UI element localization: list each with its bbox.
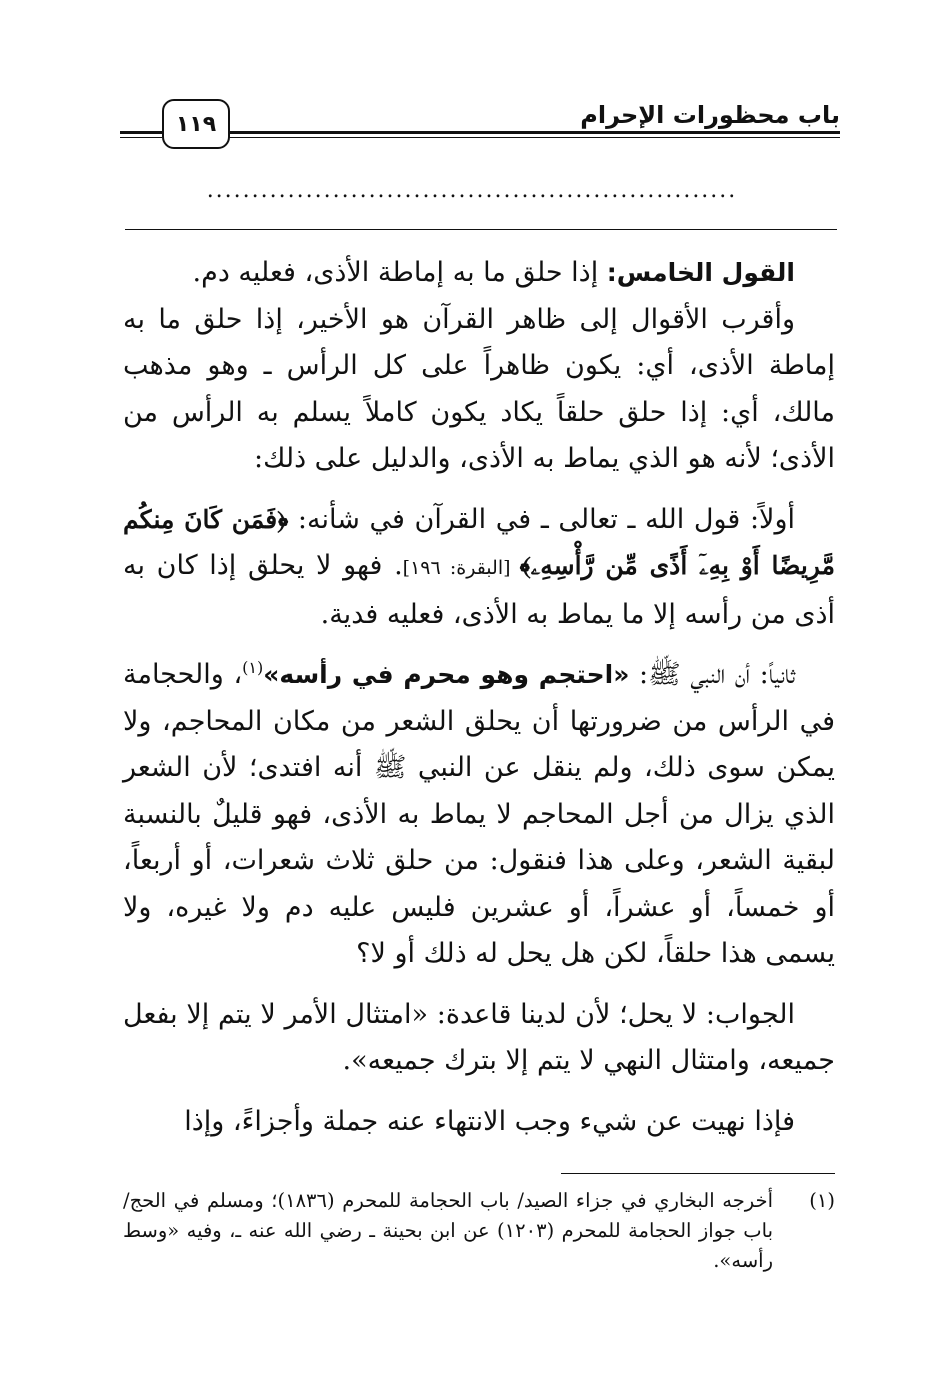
- chapter-title: باب محظورات الإحرام: [580, 101, 840, 129]
- paragraph: [123, 1099, 835, 1146]
- paragraph: [123, 992, 835, 1085]
- page-number: ١١٩: [162, 99, 230, 149]
- header-rule: [120, 131, 162, 134]
- footnote: [123, 1186, 835, 1276]
- footnote-rule: [561, 1173, 835, 1174]
- paragraph-text: الجواب: لا يحل؛ لأن لدينا قاعدة: «امتثال الأمر لا يتم إلا بفعل جميعه، وامتثال النهي لا يتم إلا بترك جميعه».: [123, 998, 835, 1076]
- paragraph-text: وأقرب الأقوال إلى ظاهر القرآن هو الأخير، إذا حلق ما به إماطة الأذى، أي: يكون ظاهراً على كل الرأس ـ وهو مذهب مالك، أي: إذا حلق حلقاً يكاد يكون كاملاً يسلم به الرأس من الأذى؛ لأنه هو الذي يماط به الأذى، والدليل على ذلك:: [123, 303, 835, 474]
- dotted-separator: ...........................................................: [206, 178, 738, 203]
- content-top-rule: [125, 229, 837, 230]
- page-header: [120, 95, 840, 157]
- paragraph-lead: القول الخامس:: [606, 258, 795, 287]
- hadith-quote: «احتجم وهو محرم في رأسه»: [263, 660, 630, 689]
- paragraph: [123, 652, 835, 978]
- paragraph: [123, 250, 835, 297]
- paragraph-text: ثانياً: أن النبي ﷺ:: [629, 659, 795, 690]
- paragraph: [123, 497, 835, 639]
- quran-verse: ﴿فَمَن كَانَ مِنكُم مَّرِيضًا أَوْ بِهِۦٓ أَذًى مِّن رَّأْسِهِۦ﴾: [123, 504, 835, 580]
- verse-reference: [البقرة: ١٩٦]: [402, 557, 520, 579]
- paragraph: [123, 297, 835, 483]
- footnotes: [123, 1186, 835, 1276]
- paragraph-text: أولاً: قول الله ـ تعالى ـ في القرآن في شأنه:: [288, 503, 795, 535]
- header-rule: [120, 137, 162, 138]
- footnote-number: (١): [809, 1189, 835, 1212]
- paragraph-text: . فهو لا يحلق إذا كان به أذى من رأسه إلا ما يماط به الأذى، فعليه فدية.: [123, 550, 835, 630]
- footnote-ref: (١): [242, 658, 264, 677]
- footnote-text: أخرجه البخاري في جزاء الصيد/ باب الحجامة للمحرم (١٨٣٦)؛ ومسلم في الحج/ باب جواز الحجامة للمحرم (١٢٠٣) عن ابن بحينة ـ رضي الله عنه ـ، وفيه «وسط رأسه».: [123, 1189, 774, 1272]
- main-text: [123, 250, 835, 1145]
- header-rule: [228, 131, 840, 134]
- header-rule: [228, 137, 840, 138]
- paragraph-text: إذا حلق ما به إماطة الأذى، فعليه دم.: [192, 257, 607, 288]
- paragraph-text: ، والحجامة في الرأس من ضرورتها أن يحلق الشعر من مكان المحاجم، ولا يمكن سوى ذلك، ولم ينقل عن النبي ﷺ أنه افتدى؛ لأن الشعر الذي يزال من أجل المحاجم لا يماط به الأذى، فهو قليلٌ بالنسبة لبقية الشعر، وعلى هذا فنقول: من حلق ثلاث شعرات، أو أربعاً، أو خمساً، أو عشراً، أو عشرين فليس عليه دم ولا غيره، ولا يسمى هذا حلقاً، لكن هل يحل له ذلك أو لا؟: [123, 659, 835, 969]
- paragraph-text: فإذا نهيت عن شيء وجب الانتهاء عنه جملة وأجزاءً، وإذا: [184, 1105, 795, 1137]
